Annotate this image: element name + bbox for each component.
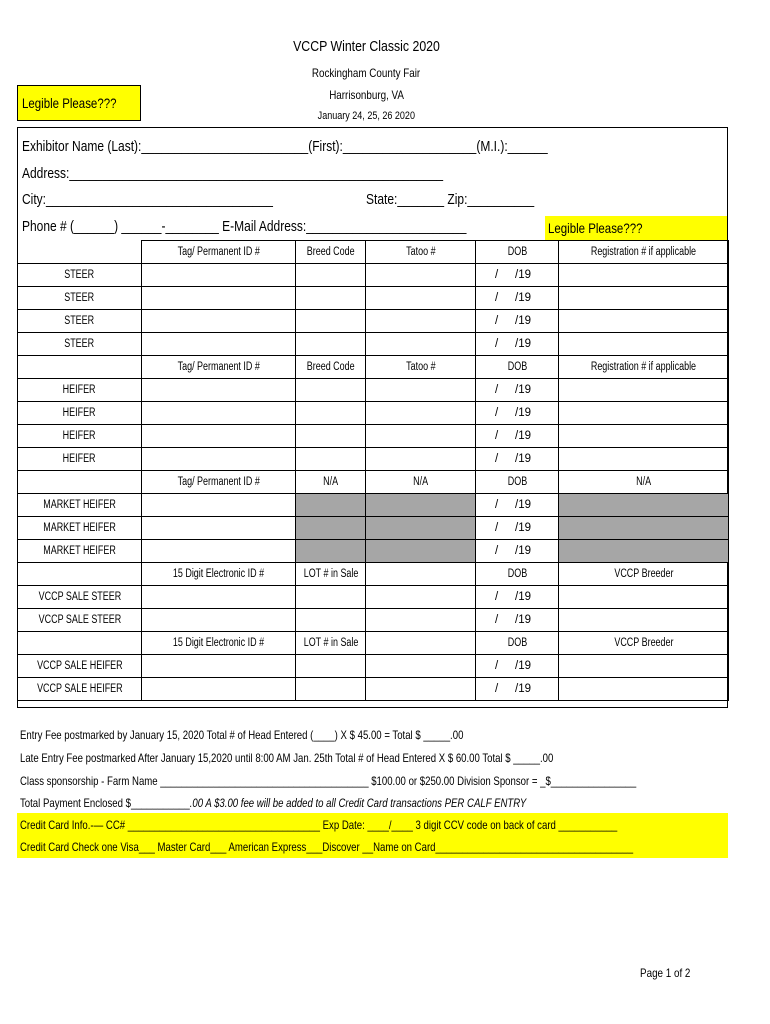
dob-field[interactable]: / /19 <box>476 448 559 471</box>
entry-cell[interactable] <box>296 586 366 609</box>
dob-field[interactable]: / /19 <box>476 609 559 632</box>
section-header-row <box>18 563 729 586</box>
table-row <box>18 448 729 471</box>
animal-class-label: HEIFER <box>18 402 142 425</box>
animal-class-label: VCCP SALE HEIFER <box>18 678 142 701</box>
entry-cell[interactable] <box>559 448 729 471</box>
table-row <box>18 609 729 632</box>
animal-class-label: STEER <box>18 264 142 287</box>
entry-cell[interactable] <box>366 333 476 356</box>
section-header-row <box>18 356 729 379</box>
column-header <box>18 563 142 586</box>
entry-cell <box>296 517 366 540</box>
column-header <box>18 632 142 655</box>
table-row <box>18 287 729 310</box>
entry-cell <box>559 517 729 540</box>
legible-notice-top: Legible Please??? <box>17 85 141 121</box>
entry-cell[interactable] <box>366 402 476 425</box>
table-row <box>18 678 729 701</box>
venue-city: Harrisonburg, VA <box>329 88 404 102</box>
address-field[interactable]: Address:________________________________________________________ <box>22 165 444 182</box>
animal-class-label: STEER <box>18 333 142 356</box>
entry-cell[interactable] <box>142 287 296 310</box>
column-header: 15 Digit Electronic ID # <box>142 563 296 586</box>
legible-notice-mid: Legible Please??? <box>545 216 727 240</box>
column-header: DOB <box>476 356 559 379</box>
entry-cell[interactable] <box>559 586 729 609</box>
column-header <box>366 632 476 655</box>
entry-cell[interactable] <box>296 609 366 632</box>
animal-class-label: MARKET HEIFER <box>18 517 142 540</box>
entry-cell[interactable] <box>559 333 729 356</box>
dob-field[interactable]: / /19 <box>476 517 559 540</box>
column-header <box>366 563 476 586</box>
entry-cell <box>366 540 476 563</box>
entry-cell[interactable] <box>366 310 476 333</box>
animal-class-label: HEIFER <box>18 425 142 448</box>
column-header: Registration # if applicable <box>559 241 729 264</box>
entry-cell[interactable] <box>296 333 366 356</box>
entry-cell[interactable] <box>142 540 296 563</box>
dob-field[interactable]: / /19 <box>476 287 559 310</box>
animal-class-label: HEIFER <box>18 379 142 402</box>
credit-card-type-line[interactable]: Credit Card Check one Visa___ Master Card___ American Express___Discover __Name on Card_____________________________________ <box>20 840 634 854</box>
table-row <box>18 540 729 563</box>
entry-cell[interactable] <box>296 264 366 287</box>
section-header-row <box>18 632 729 655</box>
entry-cell[interactable] <box>366 379 476 402</box>
column-header <box>18 241 142 264</box>
entry-cell <box>559 540 729 563</box>
column-header: Breed Code <box>296 241 366 264</box>
column-header: VCCP Breeder <box>559 632 729 655</box>
entry-cell[interactable] <box>296 379 366 402</box>
entry-cell[interactable] <box>142 264 296 287</box>
column-header: N/A <box>559 471 729 494</box>
entry-cell[interactable] <box>366 264 476 287</box>
table-row <box>18 264 729 287</box>
entry-cell[interactable] <box>296 310 366 333</box>
entry-cell <box>296 540 366 563</box>
entry-cell[interactable] <box>559 264 729 287</box>
entry-cell[interactable] <box>366 655 476 678</box>
table-row <box>18 402 729 425</box>
form-title: VCCP Winter Classic 2020 <box>293 38 440 55</box>
animal-class-label: VCCP SALE STEER <box>18 586 142 609</box>
column-header: DOB <box>476 563 559 586</box>
animal-class-label: STEER <box>18 287 142 310</box>
entry-cell[interactable] <box>296 448 366 471</box>
dob-field[interactable]: / /19 <box>476 425 559 448</box>
entry-cell[interactable] <box>142 310 296 333</box>
column-header: Breed Code <box>296 356 366 379</box>
entry-cell[interactable] <box>366 425 476 448</box>
dob-field[interactable]: / /19 <box>476 264 559 287</box>
entry-cell[interactable] <box>142 333 296 356</box>
entry-cell <box>366 494 476 517</box>
column-header: LOT # in Sale <box>296 563 366 586</box>
entry-cell[interactable] <box>296 678 366 701</box>
entry-cell[interactable] <box>366 586 476 609</box>
class-sponsorship-line[interactable]: Class sponsorship - Farm Name _______________________________________ $100.00 or $250.00 Division Sponsor = _$________________ <box>20 774 637 788</box>
entry-cell[interactable] <box>559 287 729 310</box>
entry-cell[interactable] <box>366 448 476 471</box>
credit-card-info-line[interactable]: Credit Card Info.-— CC# ____________________________________ Exp Date: ____/____ 3 digit CCV code on back of card ___________ <box>20 818 618 832</box>
late-entry-fee-line[interactable]: Late Entry Fee postmarked After January 15,2020 until 8:00 AM Jan. 25th Total # of Head Entered X $ 60.00 Total $ _____.00 <box>20 751 554 765</box>
total-payment-line[interactable]: Total Payment Enclosed $___________.00 A $3.00 fee will be added to all Credit Card transactions PER CALF ENTRY <box>20 796 527 810</box>
dob-field[interactable]: / /19 <box>476 379 559 402</box>
column-header: N/A <box>366 471 476 494</box>
entry-cell[interactable] <box>559 402 729 425</box>
column-header: DOB <box>476 471 559 494</box>
entry-fee-line[interactable]: Entry Fee postmarked by January 15, 2020 Total # of Head Entered (____) X $ 45.00 = Total $ _____.00 <box>20 728 464 742</box>
entry-cell[interactable] <box>559 425 729 448</box>
table-row <box>18 425 729 448</box>
venue-name: Rockingham County Fair <box>312 66 421 80</box>
entry-cell[interactable] <box>142 379 296 402</box>
entry-cell[interactable] <box>142 448 296 471</box>
entry-cell[interactable] <box>559 655 729 678</box>
dob-field[interactable]: / /19 <box>476 310 559 333</box>
page-number: Page 1 of 2 <box>639 966 690 980</box>
dob-field[interactable]: / /19 <box>476 333 559 356</box>
entry-cell[interactable] <box>296 402 366 425</box>
column-header: Tag/ Permanent ID # <box>142 241 296 264</box>
column-header <box>18 471 142 494</box>
entry-cell[interactable] <box>559 609 729 632</box>
column-header: Tag/ Permanent ID # <box>142 356 296 379</box>
dob-field[interactable]: / /19 <box>476 402 559 425</box>
table-row <box>18 655 729 678</box>
entry-cell[interactable] <box>559 379 729 402</box>
table-row <box>18 333 729 356</box>
animal-class-label: HEIFER <box>18 448 142 471</box>
entry-cell <box>366 517 476 540</box>
dob-field[interactable]: / /19 <box>476 586 559 609</box>
table-row <box>18 586 729 609</box>
section-header-row <box>18 241 729 264</box>
column-header: N/A <box>296 471 366 494</box>
entry-cell[interactable] <box>142 609 296 632</box>
dob-field[interactable]: / /19 <box>476 540 559 563</box>
entry-cell[interactable] <box>142 494 296 517</box>
animal-class-label: MARKET HEIFER <box>18 540 142 563</box>
table-row <box>18 310 729 333</box>
entry-cell[interactable] <box>296 287 366 310</box>
animal-entry-table <box>17 240 729 701</box>
exhibitor-name-field[interactable]: Exhibitor Name (Last):_________________________(First):____________________(M.I.):______ <box>22 138 548 155</box>
event-dates: January 24, 25, 26 2020 <box>317 110 416 122</box>
table-row <box>18 494 729 517</box>
entry-cell[interactable] <box>366 287 476 310</box>
dob-field[interactable]: / /19 <box>476 678 559 701</box>
entry-cell[interactable] <box>142 402 296 425</box>
section-header-row <box>18 471 729 494</box>
state-zip-field[interactable]: State:_______ Zip:__________ <box>366 191 535 208</box>
entry-cell[interactable] <box>366 678 476 701</box>
entry-cell <box>559 494 729 517</box>
entry-cell[interactable] <box>366 609 476 632</box>
city-field[interactable]: City:__________________________________ <box>22 191 273 208</box>
entry-cell[interactable] <box>559 678 729 701</box>
entry-cell[interactable] <box>296 425 366 448</box>
column-header: DOB <box>476 241 559 264</box>
animal-class-label: MARKET HEIFER <box>18 494 142 517</box>
entry-cell[interactable] <box>559 310 729 333</box>
animal-class-label: VCCP SALE STEER <box>18 609 142 632</box>
column-header <box>18 356 142 379</box>
column-header: Tatoo # <box>366 356 476 379</box>
entry-cell <box>296 494 366 517</box>
dob-field[interactable]: / /19 <box>476 494 559 517</box>
column-header: Registration # if applicable <box>559 356 729 379</box>
entry-cell[interactable] <box>142 425 296 448</box>
dob-field[interactable]: / /19 <box>476 655 559 678</box>
phone-email-field[interactable]: Phone # (______) ______-________ E-Mail Address:________________________ <box>22 218 467 235</box>
entry-cell[interactable] <box>142 586 296 609</box>
entry-cell[interactable] <box>142 678 296 701</box>
column-header: LOT # in Sale <box>296 632 366 655</box>
column-header: Tatoo # <box>366 241 476 264</box>
column-header: DOB <box>476 632 559 655</box>
table-row <box>18 517 729 540</box>
entry-cell[interactable] <box>296 655 366 678</box>
table-row <box>18 379 729 402</box>
column-header: Tag/ Permanent ID # <box>142 471 296 494</box>
entry-cell[interactable] <box>142 655 296 678</box>
animal-class-label: STEER <box>18 310 142 333</box>
column-header: VCCP Breeder <box>559 563 729 586</box>
animal-class-label: VCCP SALE HEIFER <box>18 655 142 678</box>
column-header: 15 Digit Electronic ID # <box>142 632 296 655</box>
entry-cell[interactable] <box>142 517 296 540</box>
